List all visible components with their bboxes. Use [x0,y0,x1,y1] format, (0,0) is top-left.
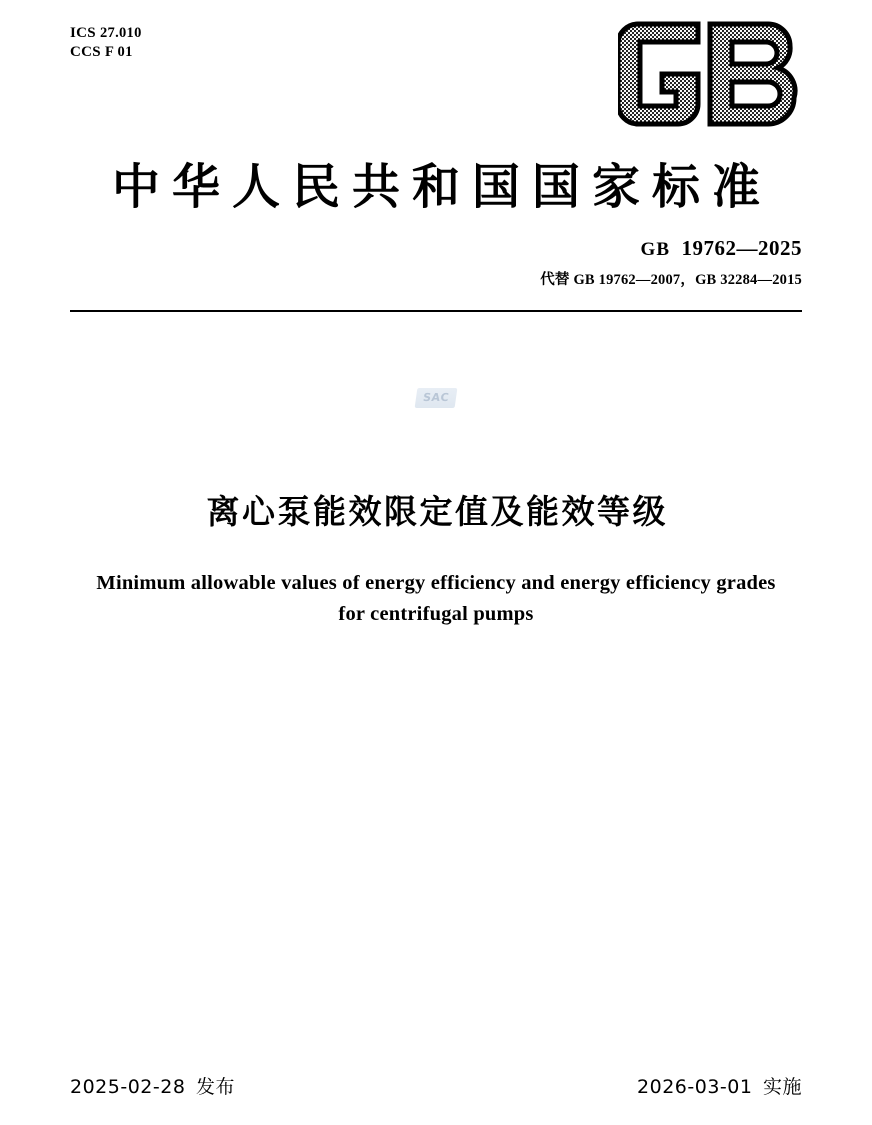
effective-date: 2026-03-01 [637,1076,753,1098]
ics-label: ICS [70,25,96,41]
standard-number [641,236,802,261]
document-title-cn: 离心泵能效限定值及能效等级 [206,492,668,531]
ics-line [70,24,142,43]
standard-number-prefix: GB [640,239,670,260]
issue-label: 发布 [195,1076,235,1098]
issue-date-block [70,1072,235,1099]
ics-value: 27.010 [99,25,142,41]
replaces-note: 代替 GB 19762—2007，GB 32284—2015 [540,272,802,288]
sac-watermark [0,388,872,408]
ccs-line [70,43,142,62]
header-divider [70,310,802,312]
document-title-en [96,568,776,630]
document-title-en-line2: for centrifugal pumps [338,603,534,625]
ccs-value: F 01 [104,44,133,60]
ccs-label: CCS [70,44,101,60]
page-title: 中华人民共和国国家标准 [111,159,772,215]
gb-logo-icon [618,18,804,130]
issue-date: 2025-02-28 [70,1076,186,1098]
standard-number-value: 19762—2025 [681,236,802,260]
classification-codes [70,24,142,62]
footer [70,1072,802,1099]
document-title-en-line1: Minimum allowable values of energy efficiency and energy efficiency grades [96,572,776,594]
effective-date-block [637,1072,802,1099]
sac-watermark-label: SAC [415,388,458,408]
effective-label: 实施 [762,1076,802,1098]
